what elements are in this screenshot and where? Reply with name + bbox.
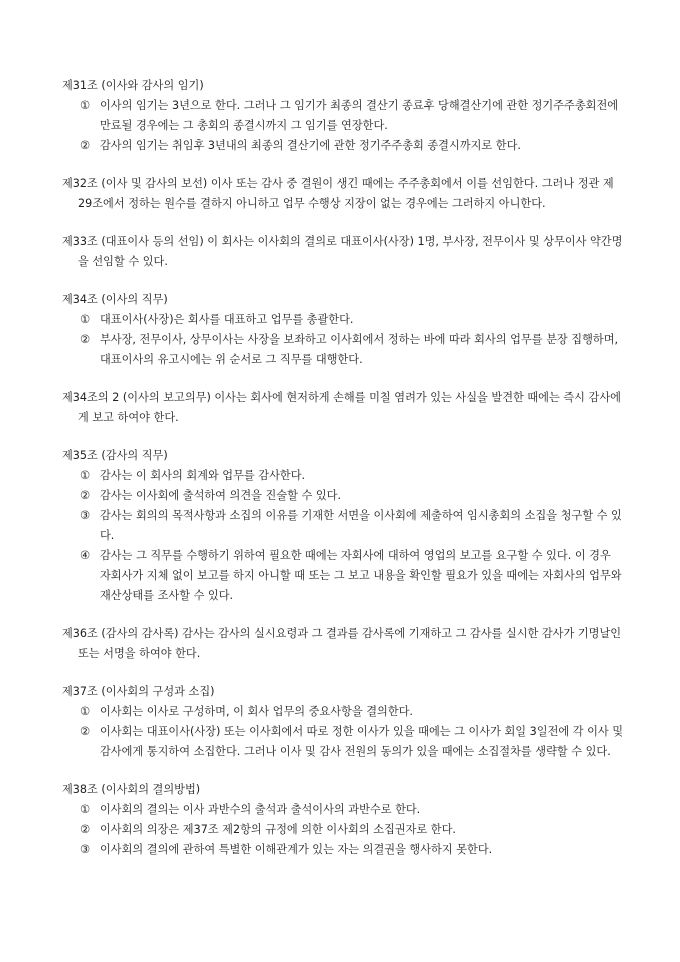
- list-item: [62, 486, 624, 506]
- item-text: 부사장, 전무이사, 상무이사는 사장을 보좌하고 이사회에서 정하는 바에 따라 회사의 업무를 분장 집행하며, 대표이사의 유고시에는 위 순서로 그 직무를 대행한다.: [100, 333, 619, 366]
- article-31: [62, 76, 624, 156]
- list-item: [62, 546, 624, 606]
- item-text: 대표이사(사장)은 회사를 대표하고 업무를 총괄한다.: [100, 313, 354, 326]
- article-36: [62, 624, 624, 664]
- item-marker: ①: [80, 469, 91, 482]
- article-33: [62, 232, 624, 272]
- item-text: 감사는 그 직무를 수행하기 위하여 필요한 때에는 자회사에 대하여 영업의 보고를 요구할 수 있다. 이 경우 자회사가 지체 없이 보고를 하지 아니할 때 또는 그 보고 내용을 확인할 필요가 있을 때에는 자회사의 업무와 재산상태를 조사할 수 있다.: [100, 549, 622, 602]
- article-37: [62, 682, 624, 762]
- list-item: [62, 506, 624, 546]
- article-32: [62, 174, 624, 214]
- article-34: [62, 290, 624, 370]
- item-marker: ③: [80, 509, 91, 522]
- item-marker: ②: [80, 333, 91, 346]
- list-item: [62, 702, 624, 722]
- list-item: [62, 466, 624, 486]
- item-marker: ②: [80, 489, 91, 502]
- list-item: [62, 820, 624, 840]
- article-35: [62, 446, 624, 606]
- article-heading: 제34조 (이사의 직무): [62, 293, 168, 306]
- article-items: [62, 800, 624, 860]
- list-item: [62, 800, 624, 820]
- list-item: [62, 96, 624, 136]
- article-heading: 제35조 (감사의 직무): [62, 449, 168, 462]
- article-paragraph: 제33조 (대표이사 등의 선임) 이 회사는 이사회의 결의로 대표이사(사장) 1명, 부사장, 전무이사 및 상무이사 약간명을 선임할 수 있다.: [62, 235, 623, 268]
- item-marker: ②: [80, 139, 91, 152]
- item-marker: ①: [80, 803, 91, 816]
- item-marker: ④: [80, 549, 91, 562]
- item-marker: ①: [80, 705, 91, 718]
- item-text: 이사회의 결의는 이사 과반수의 출석과 출석이사의 과반수로 한다.: [100, 803, 421, 816]
- item-text: 이사의 임기는 3년으로 한다. 그러나 그 임기가 최종의 결산기 종료후 당해결산기에 관한 정기주주총회전에 만료될 경우에는 그 총회의 종결시까지 그 임기를 연장한다.: [100, 99, 619, 132]
- list-item: [62, 722, 624, 762]
- article-34-2: [62, 388, 624, 428]
- document-body: [62, 76, 624, 878]
- article-heading: 제31조 (이사와 감사의 임기): [62, 79, 204, 92]
- item-text: 감사는 회의의 목적사항과 소집의 이유를 기재한 서면을 이사회에 제출하여 임시총회의 소집을 청구할 수 있다.: [100, 509, 622, 542]
- item-marker: ①: [80, 313, 91, 326]
- item-text: 감사는 이 회사의 회계와 업무를 감사한다.: [100, 469, 306, 482]
- list-item: [62, 840, 624, 860]
- article-paragraph: 제32조 (이사 및 감사의 보선) 이사 또는 감사 중 결원이 생긴 때에는 주주총회에서 이를 선임한다. 그러나 정관 제29조에서 정하는 원수를 결하지 아니하고 업무 수행상 지장이 없는 경우에는 그러하지 아니한다.: [62, 177, 614, 210]
- article-items: [62, 96, 624, 156]
- article-items: [62, 466, 624, 606]
- list-item: [62, 330, 624, 370]
- item-text: 감사는 이사회에 출석하여 의견을 진술할 수 있다.: [100, 489, 342, 502]
- item-text: 이사회의 의장은 제37조 제2항의 규정에 의한 이사회의 소집권자로 한다.: [100, 823, 456, 836]
- article-paragraph: 제36조 (감사의 감사록) 감사는 감사의 실시요령과 그 결과를 감사록에 기재하고 그 감사를 실시한 감사가 기명날인 또는 서명을 하여야 한다.: [62, 627, 622, 660]
- item-marker: ②: [80, 823, 91, 836]
- article-items: [62, 310, 624, 370]
- item-text: 감사의 임기는 취임후 3년내의 최종의 결산기에 관한 정기주주총회 종결시까지로 한다.: [100, 139, 521, 152]
- list-item: [62, 310, 624, 330]
- item-marker: ②: [80, 725, 91, 738]
- list-item: [62, 136, 624, 156]
- item-text: 이사회의 결의에 관하여 특별한 이해관계가 있는 자는 의결권을 행사하지 못한다.: [100, 843, 493, 856]
- item-marker: ③: [80, 843, 91, 856]
- article-paragraph: 제34조의 2 (이사의 보고의무) 이사는 회사에 현저하게 손해를 미칠 염려가 있는 사실을 발견한 때에는 즉시 감사에게 보고 하여야 한다.: [62, 391, 621, 424]
- article-heading: 제38조 (이사회의 결의방법): [62, 783, 201, 796]
- article-items: [62, 702, 624, 762]
- article-heading: 제37조 (이사회의 구성과 소집): [62, 685, 215, 698]
- item-marker: ①: [80, 99, 91, 112]
- item-text: 이사회는 대표이사(사장) 또는 이사회에서 따로 정한 이사가 있을 때에는 그 이사가 회일 3일전에 각 이사 및 감사에게 통지하여 소집한다. 그러나 이사 및 감사 전원의 동의가 있을 때에는 소집절차를 생략할 수 있다.: [100, 725, 624, 758]
- item-text: 이사회는 이사로 구성하며, 이 회사 업무의 중요사항을 결의한다.: [100, 705, 413, 718]
- article-38: [62, 780, 624, 860]
